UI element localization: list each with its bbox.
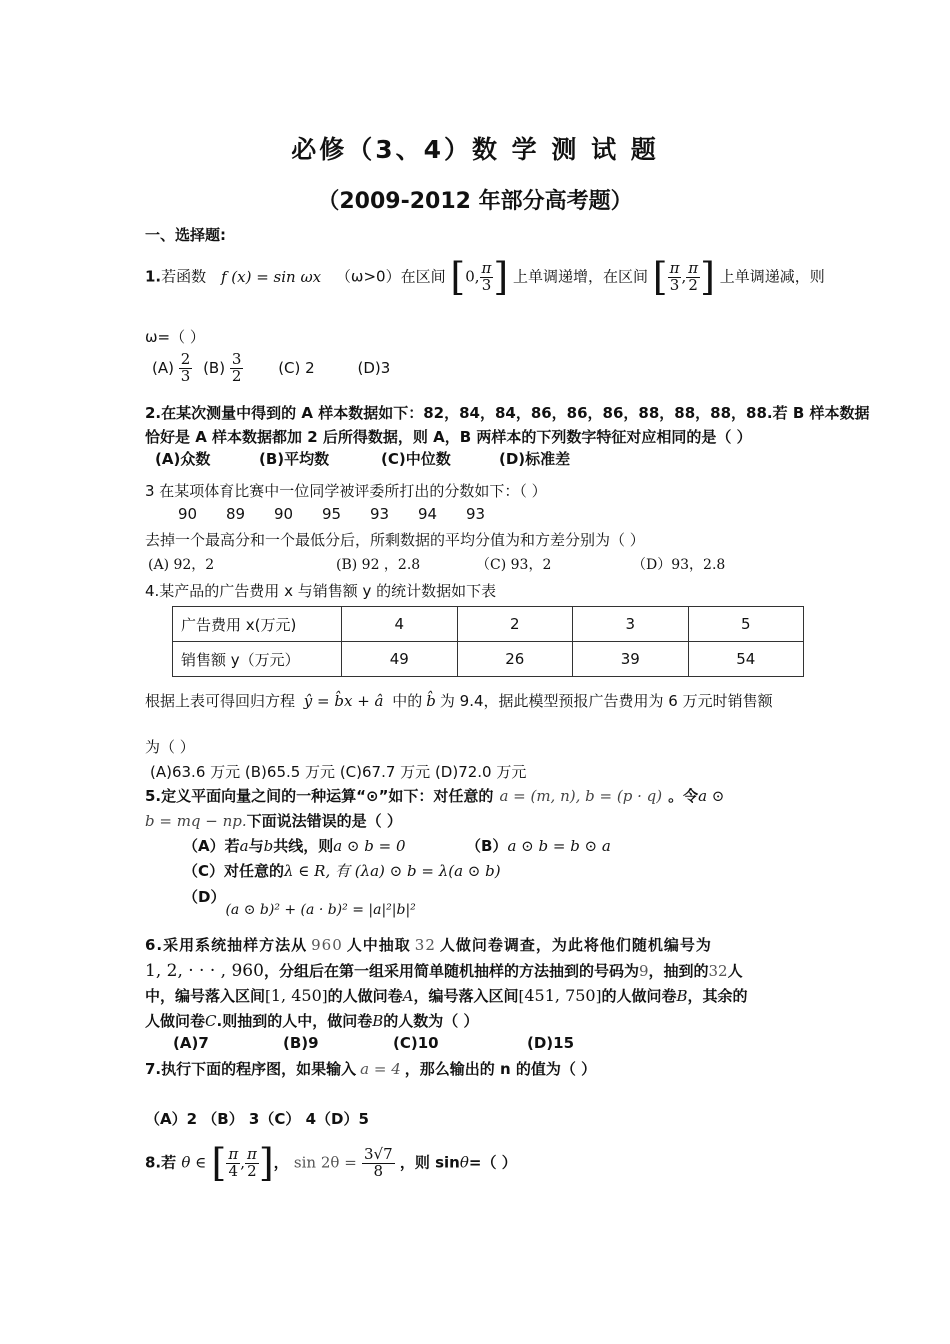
q7-options: （A）2 （B） 3（C） 4（D）5 [145,1110,369,1128]
q8-fraction: $\frac{\pi}{4}$ [228,1144,239,1180]
q3-options: (A) 92，2 (B) 92 ，2.8 （C) 93，2 （D）93，2.8 [148,557,726,573]
q5-option-b: （B）a ⊙ b = b ⊙ a [466,837,611,855]
q4-b-hat: b̂ [426,692,436,710]
q1-number: 1. [145,267,162,286]
q2-options: (A)众数 (B)平均数 (C)中位数 (D)标准差 [155,450,571,468]
q1-fraction: $\frac{\pi}{3}$ [481,258,492,294]
q4-regression-equation: ŷ = b̂x + â [303,692,384,710]
q1-function: f (x) = sin ωx [220,267,322,286]
page-title: 必修（3、4）数 学 测 试 题 [291,135,659,164]
question-4-line-3: 为（ ） [145,738,195,756]
table-row: 广告费用 x(万元) 4 2 3 5 [173,607,804,642]
q1-text: 上单调递增，在区间 [513,267,649,286]
question-5-line-1: 5.定义平面向量之间的一种运算“⊙”如下：对任意的 a = (m, n), b = (p · q) 。令a ⊙ [145,787,725,805]
question-5-line-2: b = mq − np.下面说法错误的是（ ） [145,812,402,830]
question-4-line-1: 4.某产品的广告费用 x 与销售额 y 的统计数据如下表 [145,582,497,600]
table-row: 销售额 y（万元） 49 26 39 54 [173,642,804,677]
q1-option-a-fraction: $\frac{2}{3}$ [180,350,191,385]
page-subtitle: （2009-2012 年部分高考题） [317,189,633,214]
q1-text: （ω>0）在区间 [335,267,446,286]
question-6-line-2: 1, 2, · · · , 960，分组后在第一组采用简单随机抽样的方法抽到的号码为9，抽到的32人 [145,961,743,981]
question-2-line-2: 恰好是 A 样本数据都加 2 后所得数据，则 A，B 两样本的下列数字特征对应相同的是（ ） [145,428,752,446]
q1-omega-line: ω=（ ） [145,328,205,346]
question-7-line-1: 7.执行下面的程序图，如果输入 a = 4 ，那么输出的 n 的值为（ ） [145,1060,597,1078]
q5-option-a: （A）若a与b共线，则a ⊙ b = 0 [183,837,406,855]
question-6-line-3: 中，编号落入区间[1, 450]的人做问卷A，编号落入区间[451, 750]的人做问卷B，其余的 [145,986,748,1005]
q6-options: (A)7 (B)9 (C)10 (D)15 [173,1034,575,1052]
question-6-line-1: 6.采用系统抽样方法从 960 人中抽取 32 人做问卷调查，为此将他们随机编号为 [145,936,712,954]
q1-text: 若函数 [161,267,207,286]
q1-fraction: $\frac{\pi}{2}$ [688,258,699,294]
question-3-line-2: 去掉一个最高分和一个最低分后，所剩数据的平均分值为和方差分别为（ ） [145,531,645,549]
q1-text: 上单调递减，则 [719,267,825,286]
section-heading: 一、选择题: [145,226,226,244]
question-4-line-2: 根据上表可得回归方程 ŷ = b̂x + â 中的 b̂ 为 9.4，据此模型预报广告费用为 6 万元时销售额 [145,692,773,710]
q1-interval-start: 0, [465,267,480,286]
q3-scores: 90 89 90 95 93 94 93 [178,505,486,523]
question-8-line-1: 8.若 θ ∈ [ $\frac{\pi}{4}$ , $\frac{\pi}{2}$ ]， sin 2θ = $\frac{3√7}{8}$ ，则 sinθ=（ ） [145,1141,517,1185]
q4-options: (A)63.6 万元 (B)65.5 万元 (C)67.7 万元 (D)72.0 万元 [150,763,527,781]
question-2-line-1: 2.在某次测量中得到的 A 样本数据如下：82，84，84，86，86，86，88，88，88，88.若 B 样本数据 [145,404,870,422]
q4-data-table [172,606,804,677]
q5-option-c: （C）对任意的λ ∈ R, 有 (λa) ⊙ b = λ(a ⊙ b) [183,862,501,880]
q1-option-b-fraction: $\frac{3}{2}$ [231,350,242,385]
question-1-line-1: 1.若函数 f (x) = sin ωx （ω>0）在区间 [0, $\frac{\pi}{3}$ ] 上单调递增，在区间 [ $\frac{\pi}{3}$ , $\frac{\pi}{2}$ ] 上单调递减，则 [145,255,825,299]
question-6-line-4: 人做问卷C.则抽到的人中，做问卷B的人数为（ ） [145,1012,479,1030]
q1-options: (A) $\frac{2}{3}$ (B) $\frac{3}{2}$ (C) 2 (D)3 [152,350,391,385]
question-3-line-1: 3 在某项体育比赛中一位同学被评委所打出的分数如下：（ ） [145,482,547,500]
q1-fraction: $\frac{\pi}{3}$ [669,258,680,294]
q8-value-fraction: $\frac{3√7}{8}$ [364,1144,393,1180]
q5-option-d: （D）(a ⊙ b)² + (a · b)² = |a|²|b|² [183,888,416,918]
q8-fraction: $\frac{\pi}{2}$ [246,1144,257,1180]
